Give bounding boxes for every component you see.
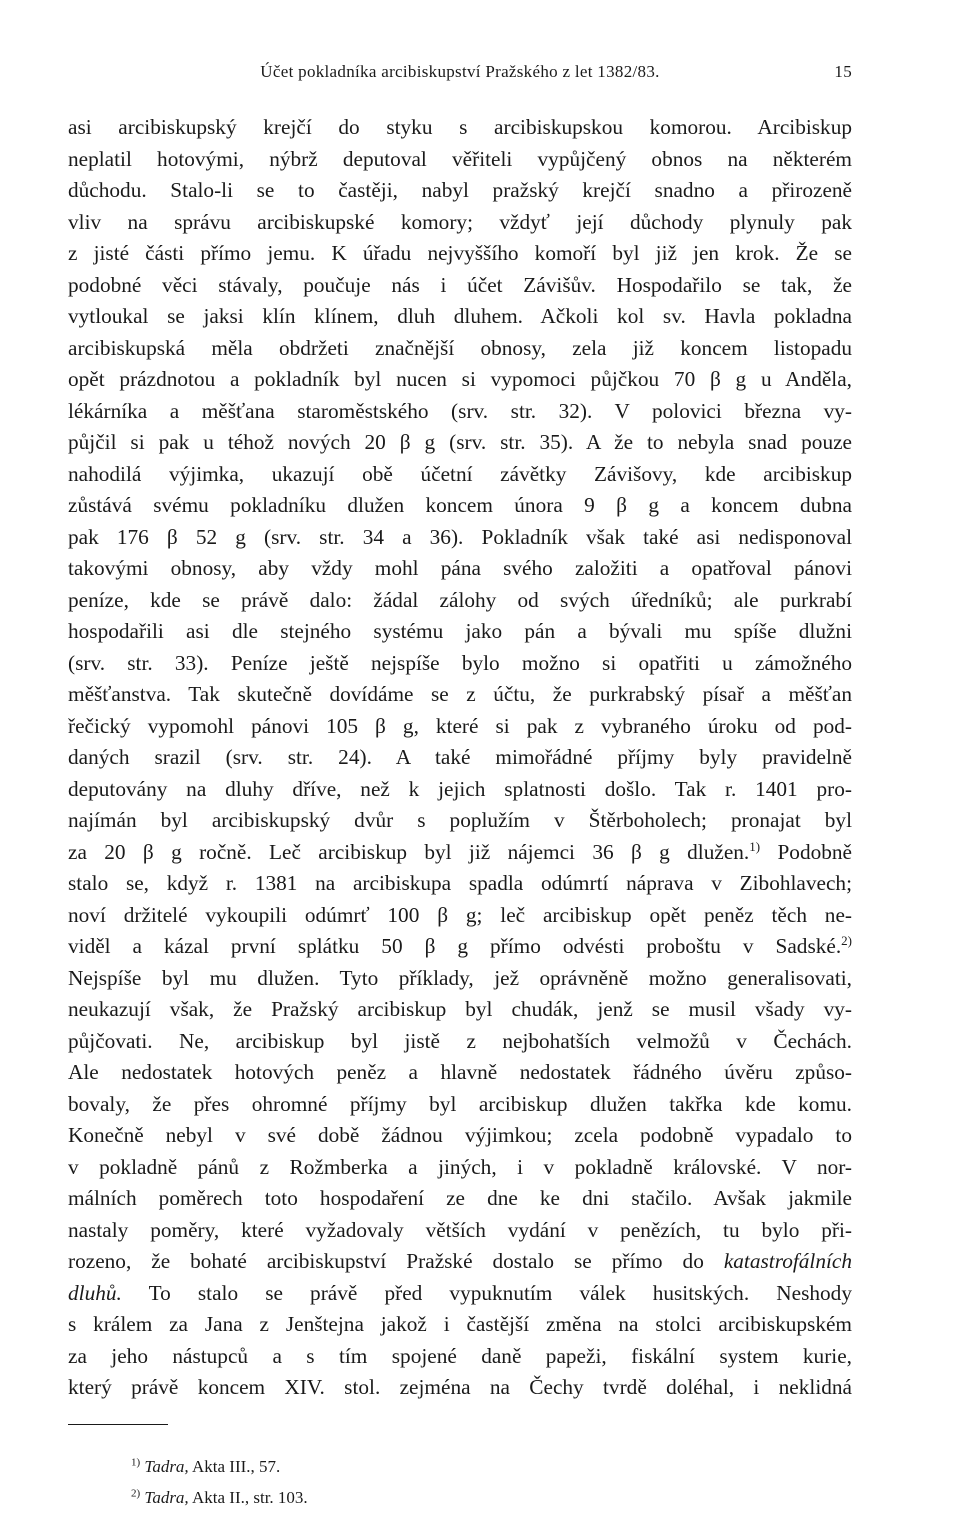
text-line: za jeho nástupců a s tím spojené daně papeži, fiskální system kurie,: [68, 1343, 852, 1368]
line-text: rozeno, že bohaté arcibiskupství Pražské dostalo se přímo do: [68, 1249, 704, 1273]
footnote: [131, 1451, 852, 1482]
page-header: [68, 56, 852, 96]
text-line: Konečně nebyl v své době žádnou výjimkou; zcela podobně vypadalo to: [68, 1123, 852, 1147]
text-line: Nejspíše byl mu dlužen. Tyto příklady, jež oprávněně možno generalisovati,: [68, 965, 852, 990]
text-line: lékárníka a měšťana staroměstského (srv. str. 32). V polovici března vy-: [68, 398, 852, 423]
text-line-with-footnote: [68, 931, 852, 963]
text-line: v pokladně pánů z Rožmberka a jiných, i v pokladně královské. V nor-: [68, 1154, 852, 1179]
emphasized-term: katastrofálních: [723, 1249, 852, 1273]
text-line: hospodařili asi dle stejného systému jako pán a bývali mu spíše dlužni: [68, 619, 852, 643]
body-text: [68, 112, 852, 1404]
running-head: Účet pokladníka arcibiskupství Pražského z let 1382/83.: [260, 62, 660, 81]
text-line: s králem za Jana z Jenštejna jakož i častější změna na stolci arcibiskupském: [68, 1312, 852, 1336]
text-line: najímán byl arcibiskupský dvůr s poplužím v Štěrboholech; pronajat byl: [68, 808, 852, 832]
footnote-marker: 2): [131, 1486, 141, 1499]
text-line: nastaly poměry, které vyžadovaly větších vydání v penězích, tu bylo při-: [68, 1217, 852, 1242]
footnote-author: Tadra,: [144, 1456, 189, 1476]
text-line: arcibiskupská měla obdržeti značnější obnosy, zela již koncem listopadu: [68, 335, 852, 360]
emphasized-term: dluhů.: [68, 1280, 122, 1305]
line-text: za 20 β g ročně. Leč arcibiskup byl již nájemci 36 β g dlužen.: [68, 839, 750, 864]
footnote-text: Akta III., 57.: [192, 1456, 281, 1476]
text-line: vytloukal se jaksi klín klínem, dluh dluhem. Ačkoli kol sv. Havla pokladna: [68, 304, 852, 328]
footnote-marker: 1): [131, 1455, 141, 1468]
text-line: (srv. str. 33). Peníze ještě nejspíše bylo možno si opatřiti u zámožného: [68, 650, 852, 675]
text-line: pak 176 β 52 g (srv. str. 34 a 36). Pokladník však také asi nedisponoval: [68, 524, 852, 549]
text-line: měšťanstva. Tak skutečně dovídáme se z účtu, že purkrabský písař a měšťan: [68, 682, 852, 706]
text-line: půjčil si pak u téhož nových 20 β g (srv. str. 35). A že to nebyla snad pouze: [68, 430, 852, 454]
text-line: takovými obnosy, aby vždy mohl pána svého založiti a opatřoval pánovi: [68, 556, 852, 580]
text-line: podobné věci stávaly, poučuje nás i účet Závišův. Hospodařilo se tak, že: [68, 272, 852, 297]
text-line: stalo se, když r. 1381 na arcibiskupa spadla odúmrtí náprava v Zibohlavech;: [68, 871, 852, 895]
text-line-with-footnote: [68, 837, 852, 869]
footnote: [131, 1482, 852, 1513]
footnote-ref[interactable]: 1): [749, 838, 761, 854]
text-line: neukazují však, že Pražský arcibiskup byl chudák, jenž se musil všady vy-: [68, 997, 852, 1021]
text-line-with-emphasis: [68, 1278, 852, 1310]
text-line: zůstává svému pokladníku dlužen koncem února 9 β g a koncem dubna: [68, 493, 852, 517]
footnotes: [68, 1451, 852, 1513]
text-line: bovaly, že přes ohromné příjmy byl arcibiskup dlužen takřka kde komu.: [68, 1091, 852, 1116]
text-line: peníze, kde se právě dalo: žádal zálohy od svých úředníků; ale purkrabí: [68, 587, 852, 612]
text-line: deputovány na dluhy dříve, než k jejich splatnosti došlo. Tak r. 1401 pro-: [68, 776, 852, 801]
text-line: řečický vypomohl pánovi 105 β g, které si pak z vybraného úroku od pod-: [68, 713, 852, 738]
text-line: vliv na správu arcibiskupské komory; vždyť její důchody plynuly pak: [68, 209, 852, 234]
footnote-author: Tadra,: [144, 1487, 189, 1507]
text-line: nahodilá výjimka, ukazují obě účetní závětky Závišovy, kde arcibiskup: [68, 461, 852, 486]
text-line: daných srazil (srv. str. 24). A také mimořádné příjmy byly pravidelně: [68, 745, 852, 769]
footnote-text: Akta II., str. 103.: [192, 1487, 308, 1507]
line-text: To stalo se právě před vypuknutím válek husitských. Neshody: [148, 1280, 852, 1305]
footnote-divider: [68, 1424, 168, 1425]
footnote-ref[interactable]: 2): [841, 932, 852, 948]
text-line: půjčovati. Ne, arcibiskup byl jistě z nejbohatších velmožů v Čechách.: [68, 1028, 852, 1053]
text-line: noví držitelé vykoupili odúmrť 100 β g; leč arcibiskup opět peněz těch ne-: [68, 902, 852, 927]
text-line: který právě koncem XIV. stol. zejména na Čechy tvrdě doléhal, i neklidná: [68, 1375, 852, 1399]
text-line: z jisté části přímo jemu. K úřadu nejvyššího komoří byl již jen krok. Že se: [68, 241, 852, 265]
line-tail: Podobně: [777, 839, 852, 864]
text-line-with-emphasis: [68, 1246, 852, 1278]
text-line: opět prázdnotou a pokladník byl nucen si vypomoci půjčkou 70 β g u Anděla,: [68, 367, 852, 391]
text-line: asi arcibiskupský krejčí do styku s arcibiskupskou komorou. Arcibiskup: [68, 115, 852, 139]
text-line: důchodu. Stalo-li se to častěji, nabyl pražský krejčí snadno a přirozeně: [68, 178, 852, 202]
text-line: Ale nedostatek hotových peněz a hlavně nedostatek řádného úvěru způso-: [68, 1060, 852, 1084]
line-text: viděl a kázal první splátku 50 β g přímo odvésti proboštu v Sadské.: [68, 934, 842, 958]
text-line: málních poměrech toto hospodaření ze dne ke dni stačilo. Avšak jakmile: [68, 1186, 852, 1210]
document-page: [68, 56, 852, 1513]
text-line: neplatil hotovými, nýbrž deputoval věřiteli vypůjčený obnos na některém: [68, 146, 852, 171]
page-number: 15: [834, 62, 852, 81]
